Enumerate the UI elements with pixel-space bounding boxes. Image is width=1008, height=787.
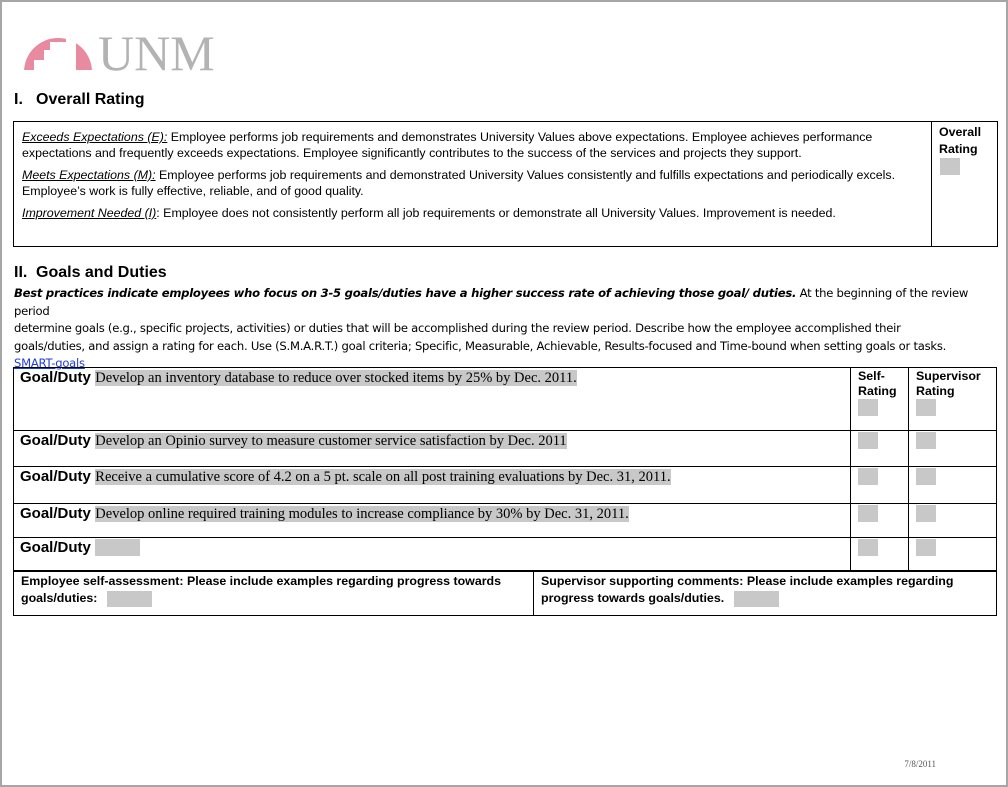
goal-text-field[interactable]: Develop online required training modules to increase compliance by 30% by Dec. 31, 2011. [95, 506, 629, 522]
goal-text-field[interactable]: Receive a cumulative score of 4.2 on a 5 pt. scale on all post training evaluations by Dec. 31, 2011. [95, 469, 671, 485]
goal-label: Goal/Duty [20, 468, 91, 485]
supervisor-rating-header: Supervisor Rating [916, 369, 981, 398]
goal-text-field[interactable] [95, 539, 140, 556]
employee-comment-label: Employee self-assessment: Please include examples regarding progress towards goals/duties: [21, 574, 501, 605]
instructions-lead: Best practices indicate employees who focus on 3-5 goals/duties have a higher success rate of achieving those goal/ duties. [14, 286, 797, 300]
supervisor-rating-field[interactable] [916, 399, 936, 416]
definition-meets [22, 167, 930, 199]
goal-row [14, 467, 997, 504]
self-rating-field[interactable] [858, 432, 878, 449]
goal-row [14, 368, 997, 431]
comments-table [13, 571, 997, 616]
self-rating-header: Self-Rating [858, 369, 897, 398]
overall-rating-box [13, 121, 998, 247]
goal-row [14, 538, 997, 571]
section-goals-title [14, 264, 167, 282]
instructions-line3: goals/duties, and assign a rating for each. Use (S.M.A.R.T.) goal criteria; Specific, Measurable, Achievable, Results-focused and Time-bound when setting goals or tasks. [14, 338, 947, 353]
smart-goals-link[interactable]: SMART-goals [14, 356, 85, 370]
instructions-line1: At the beginning of the review period [14, 286, 969, 318]
supervisor-rating-field[interactable] [916, 432, 936, 449]
supervisor-comment-label: Supervisor supporting comments: Please include examples regarding progress towards goals/duties. [541, 574, 954, 605]
supervisor-rating-field[interactable] [916, 539, 936, 556]
goal-row [14, 504, 997, 538]
supervisor-comment-cell [534, 572, 997, 616]
goals-table [13, 367, 997, 571]
definition-term: Exceeds Expectations (E): [22, 130, 168, 144]
supervisor-comment-field[interactable] [734, 591, 779, 607]
self-rating-field[interactable] [858, 505, 878, 522]
goal-text-field[interactable]: Develop an Opinio survey to measure customer service satisfaction by Dec. 2011 [95, 433, 567, 449]
overall-rating-field[interactable] [940, 158, 960, 175]
employee-comment-cell [14, 572, 534, 616]
self-rating-field[interactable] [858, 468, 878, 485]
section-number: I. [14, 91, 23, 108]
self-rating-field[interactable] [858, 399, 878, 416]
unm-wordmark: UNM [98, 25, 215, 81]
definition-term: Meets Expectations (M): [22, 168, 156, 182]
section-number: II. [14, 264, 28, 281]
definition-exceeds [22, 129, 930, 161]
definition-improvement [22, 205, 930, 221]
definition-term: Improvement Needed (I) [22, 206, 157, 220]
instructions-line2: determine goals (e.g., specific projects, activities) or duties that will be accomplished during the review period. Describe how the employee accomplished their [14, 321, 901, 335]
supervisor-rating-field[interactable] [916, 505, 936, 522]
employee-comment-field[interactable] [107, 591, 152, 607]
section-title-text: Goals and Duties [36, 264, 167, 281]
unm-logo [22, 25, 232, 81]
goal-text-field[interactable]: Develop an inventory database to reduce over stocked items by 25% by Dec. 2011. [95, 370, 577, 386]
unm-seal-icon [22, 26, 94, 78]
overall-rating-cell [931, 122, 997, 246]
goal-label: Goal/Duty [20, 432, 91, 449]
supervisor-rating-field[interactable] [916, 468, 936, 485]
goal-row [14, 431, 997, 467]
goal-label: Goal/Duty [20, 369, 91, 386]
section-overall-rating-title [14, 91, 144, 109]
self-rating-field[interactable] [858, 539, 878, 556]
goal-label: Goal/Duty [20, 505, 91, 522]
definition-text: Employee performs job requirements and demonstrates University Values above expectations. Employee achieves performance expectations and frequently exceeds expectations. Employee significantly contributes to the success of the services and projects they support. [22, 130, 873, 160]
rating-definitions [14, 122, 930, 246]
definition-text: Employee performs job requirements and demonstrated University Values consistently and fulfills expectations and periodically excels. Employee’s work is fully effective, reliable, and of good quality. [22, 168, 896, 198]
definition-text: : Employee does not consistently perform all job requirements or demonstrate all University Values. Improvement is needed. [156, 206, 836, 220]
overall-rating-label: Overall Rating [939, 125, 982, 156]
goal-label: Goal/Duty [20, 539, 91, 556]
goals-instructions [14, 285, 994, 373]
section-title-text: Overall Rating [36, 91, 145, 108]
footer-date: 7/8/2011 [904, 759, 936, 769]
